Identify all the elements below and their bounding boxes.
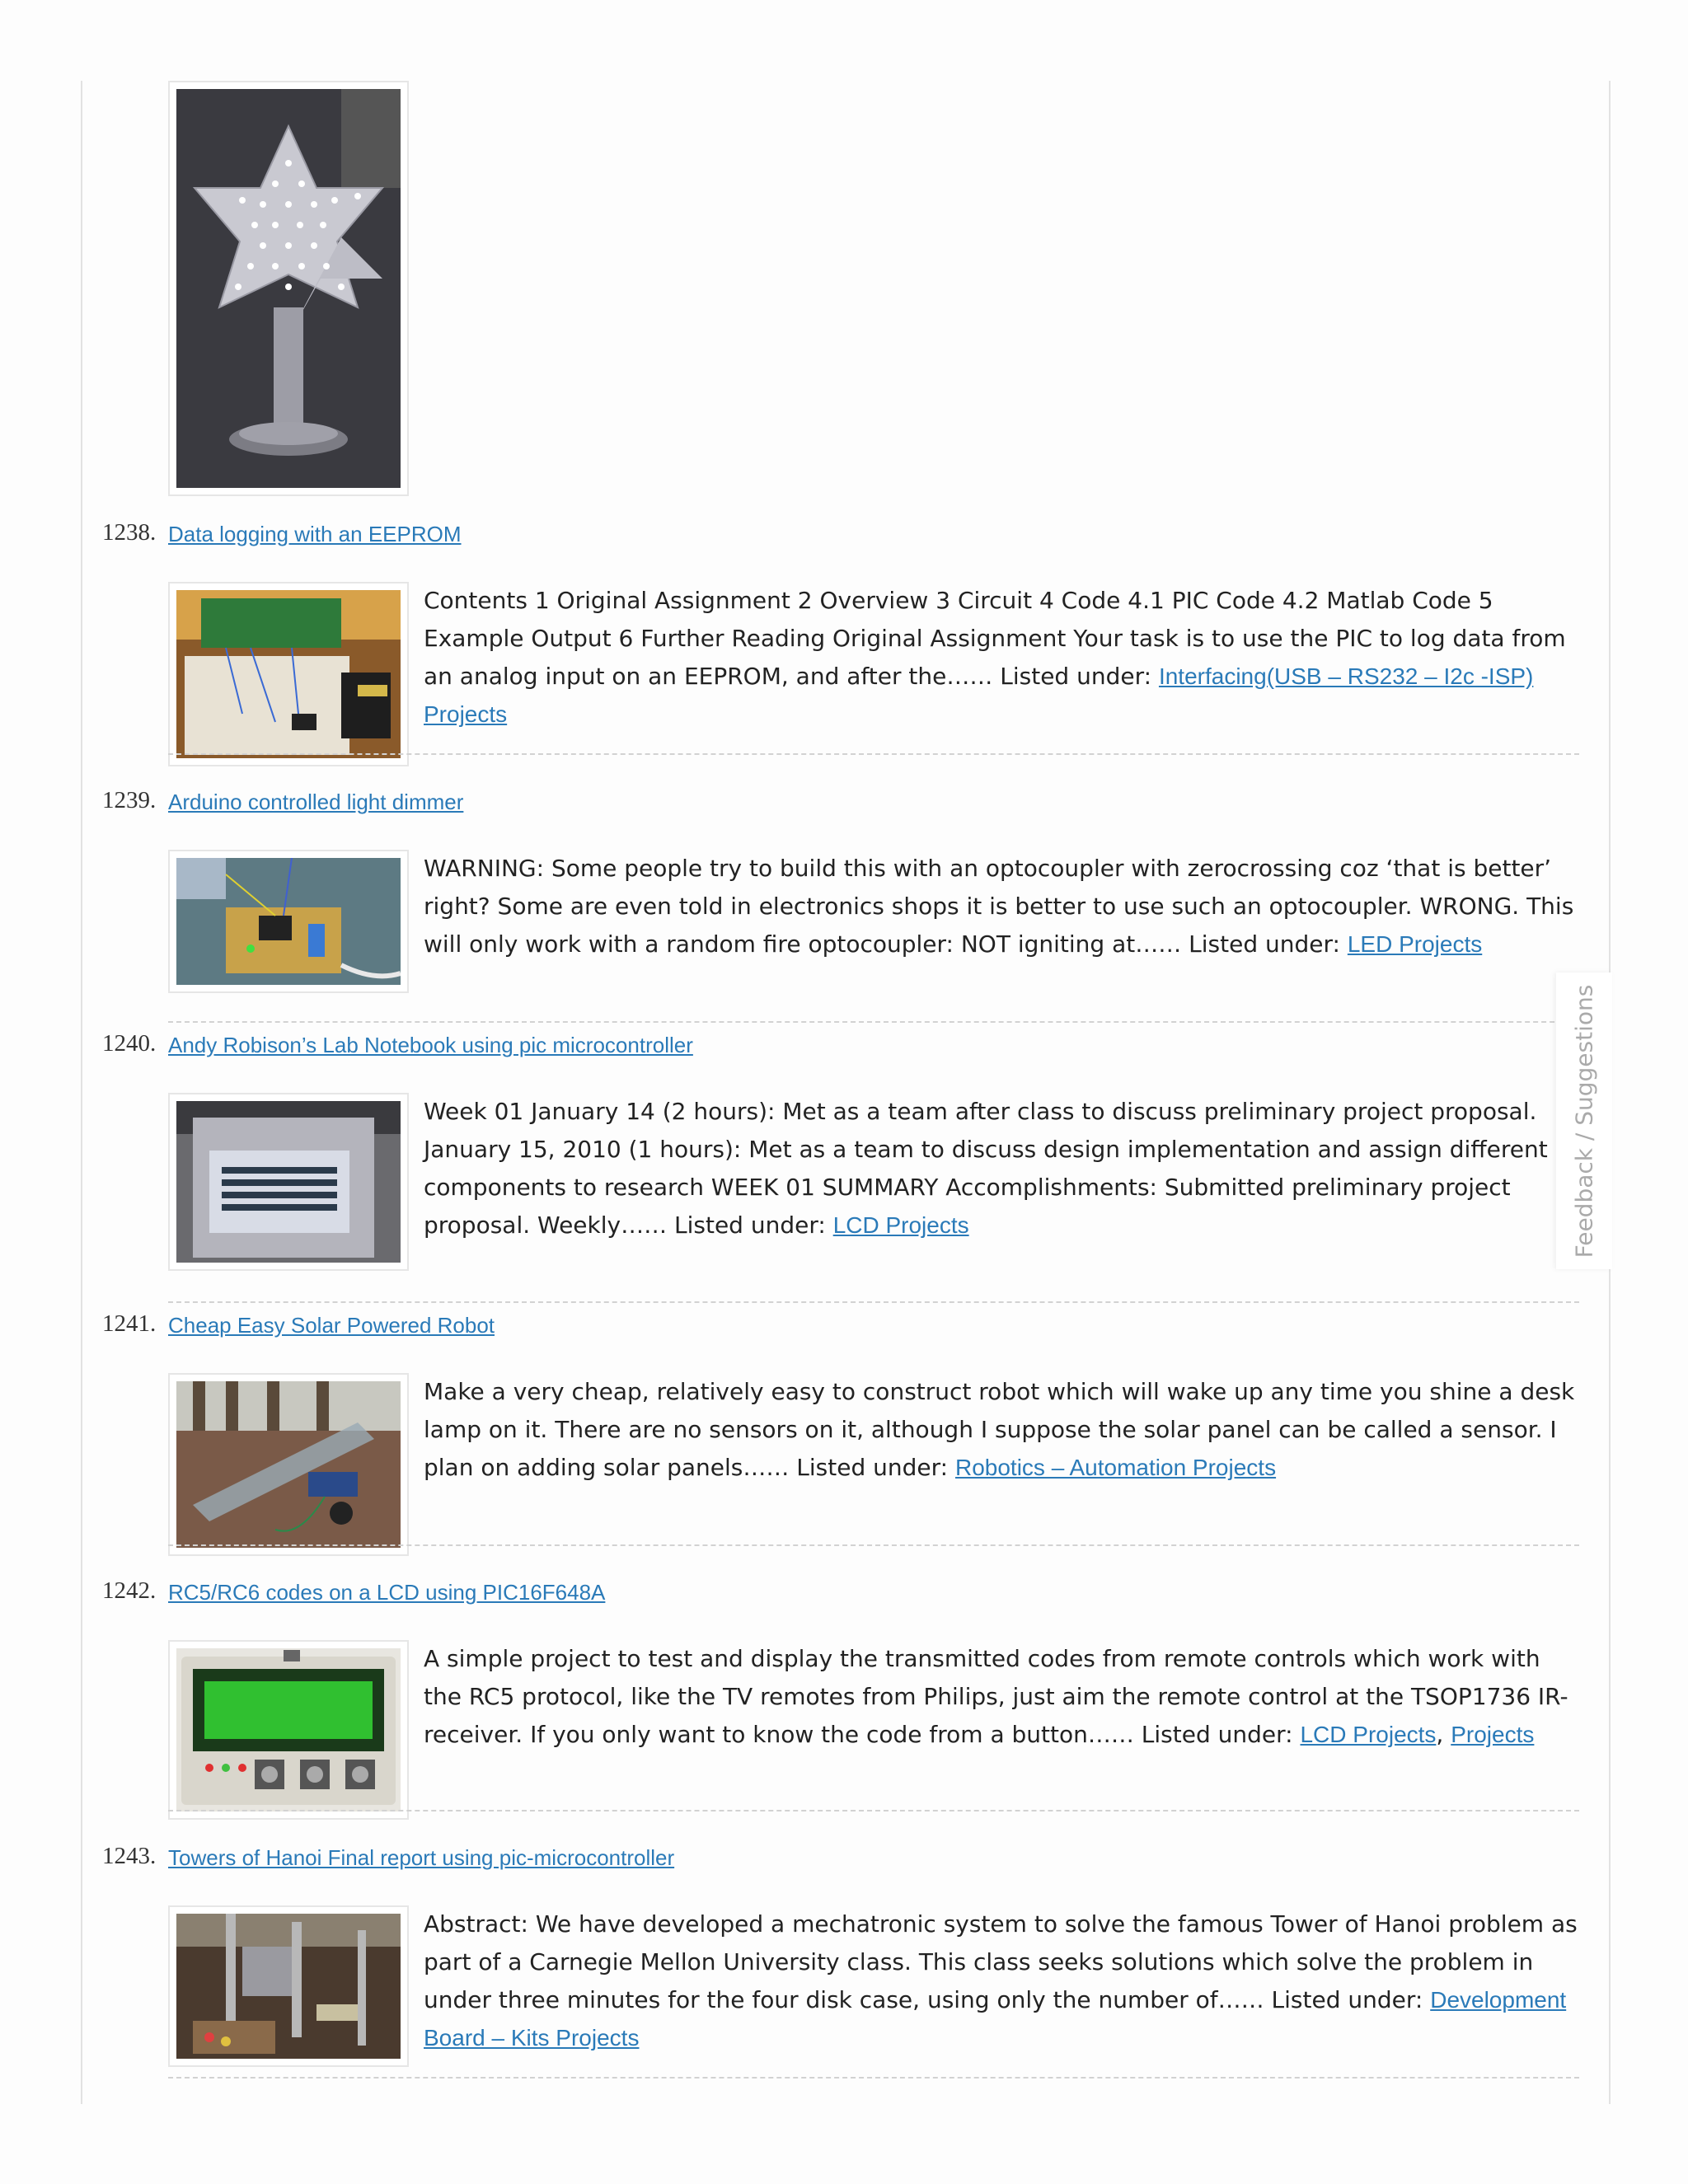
- item-thumbnail[interactable]: [168, 582, 409, 766]
- item-description: [424, 1093, 1578, 1244]
- dimmer-board-image: [176, 858, 401, 985]
- divider: [168, 2077, 1579, 2079]
- divider: [168, 1810, 1579, 1811]
- item-number: 1239.: [102, 787, 157, 813]
- lcd-remote-image: [176, 1648, 401, 1811]
- divider: [168, 753, 1579, 755]
- item-description: [424, 582, 1578, 733]
- description-text: Week 01 January 14 (2 hours): Met as a team after class to discuss preliminary project proposal. January 15, 2010 (1 hours): Met as a team to discuss design implementation and assign different components to research WEEK 01 SUMMARY Accomplishments: Submitted preliminary project proposal. Weekly…… Listed under:: [424, 1098, 1548, 1239]
- category-link[interactable]: Interfacing(USB – RS232 – I2c -ISP) Projects: [424, 663, 1534, 727]
- item-description: [424, 1640, 1578, 1754]
- category-link[interactable]: Development Board – Kits Projects: [424, 1987, 1567, 2050]
- description-text: Abstract: We have developed a mechatronic system to solve the famous Tower of Hanoi problem as part of a Carnegie Mellon University class. This class seeks solutions which solve the problem in under three minutes for the four disk case, using only the number of…… Listed under:: [424, 1910, 1578, 2013]
- item-thumbnail[interactable]: [168, 1640, 409, 1820]
- item-thumbnail[interactable]: [168, 1093, 409, 1271]
- item-title-link[interactable]: Andy Robison’s Lab Notebook using pic microcontroller: [168, 1033, 693, 1057]
- description-text: Contents 1 Original Assignment 2 Overview 3 Circuit 4 Code 4.1 PIC Code 4.2 Matlab Code 5 Example Output 6 Further Reading Original Assignment Your task is to use the PIC to log data from an analog input on an EEPROM, and after the…… Listed under:: [424, 587, 1566, 690]
- item-title-link[interactable]: RC5/RC6 codes on a LCD using PIC16F648A: [168, 1580, 606, 1605]
- item-thumbnail[interactable]: [168, 1373, 409, 1556]
- solar-robot-image: [176, 1381, 401, 1548]
- category-link[interactable]: Projects: [1451, 1722, 1535, 1747]
- circuit-board-image: [176, 590, 401, 758]
- item-description: [424, 1373, 1578, 1487]
- star-lamp-image: [176, 89, 401, 488]
- notebook-device-image: [176, 1101, 401, 1263]
- description-text: Make a very cheap, relatively easy to construct robot which will wake up any time you shine a desk lamp on it. There are no sensors on it, although I suppose the solar panel can be called a sensor. I plan on adding solar panels…… Listed under:: [424, 1378, 1575, 1481]
- item-thumbnail[interactable]: [168, 850, 409, 993]
- item-description: [424, 1905, 1578, 2057]
- category-link[interactable]: LCD Projects: [1300, 1722, 1437, 1747]
- item-title-link[interactable]: Arduino controlled light dimmer: [168, 790, 464, 814]
- item-title-link[interactable]: Towers of Hanoi Final report using pic-microcontroller: [168, 1845, 675, 1870]
- item-description: [424, 850, 1578, 963]
- item-title-link[interactable]: Cheap Easy Solar Powered Robot: [168, 1313, 495, 1338]
- category-link[interactable]: Robotics – Automation Projects: [954, 1455, 1277, 1480]
- feedback-tab[interactable]: [1556, 972, 1612, 1269]
- description-text: WARNING: Some people try to build this with an optocoupler with zerocrossing coz ‘that is better’ right? Some are even told in electronics shops it is better to use such an optocoupler. WRONG. This will only work with a random fire optocoupler: NOT igniting at…… Listed under:: [424, 855, 1574, 958]
- item-number: 1243.: [102, 1843, 157, 1869]
- category-link[interactable]: LCD Projects: [832, 1212, 969, 1238]
- divider: [168, 1544, 1579, 1546]
- item-number: 1238.: [102, 519, 157, 546]
- item-title-link[interactable]: Data logging with an EEPROM: [168, 522, 462, 546]
- item-number: 1241.: [102, 1310, 157, 1337]
- feedback-label: Feedback / Suggestions: [1570, 984, 1598, 1258]
- category-separator: ,: [1436, 1721, 1451, 1748]
- divider: [168, 1021, 1579, 1023]
- previous-entry-thumbnail[interactable]: [168, 81, 409, 496]
- hanoi-robot-image: [176, 1914, 401, 2059]
- item-number: 1240.: [102, 1030, 157, 1057]
- item-thumbnail[interactable]: [168, 1905, 409, 2067]
- item-number: 1242.: [102, 1577, 157, 1604]
- description-text: A simple project to test and display the transmitted codes from remote controls which work with the RC5 protocol, like the TV remotes from Philips, just aim the remote control at the TSOP1736 IR-receiver. If you only want to know the code from a button…… Listed under:: [424, 1645, 1568, 1748]
- divider: [168, 1301, 1579, 1303]
- category-link[interactable]: LED Projects: [1347, 931, 1483, 957]
